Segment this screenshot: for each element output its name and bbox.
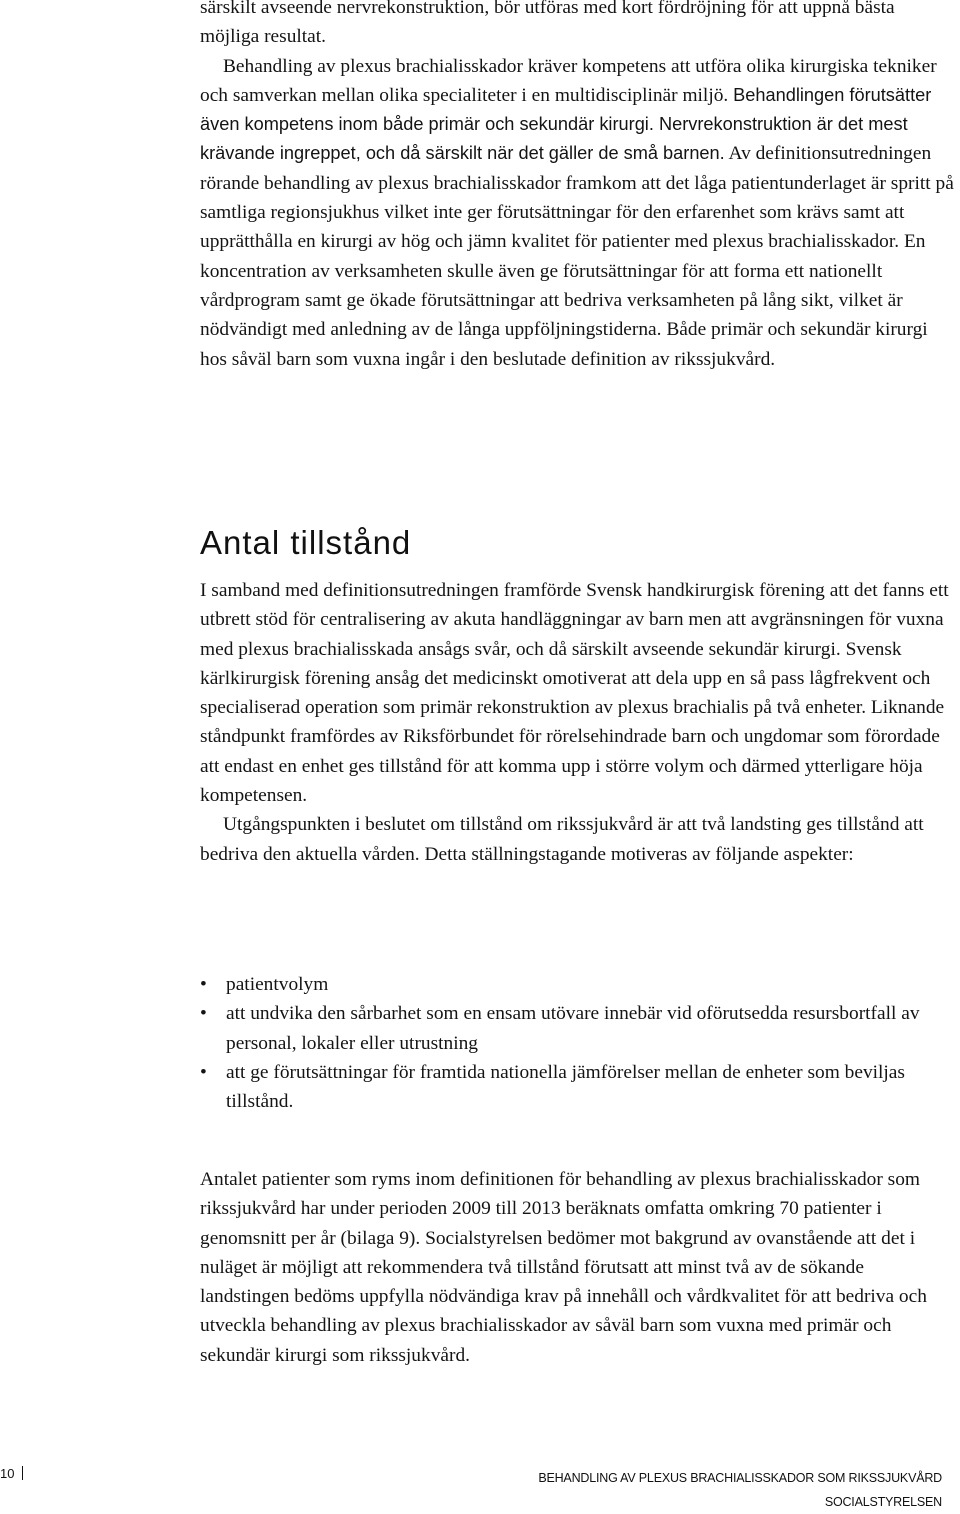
paragraph-sambands: I samband med definitionsutredningen framförde Svensk handkirurgisk förening att det fanns ett utbrett stöd för centralisering av akuta handläggningar av barn men att avgränsningen för vuxna med plexus brachialisskada ansågs svår, och då särskilt avseende sekundär kirurgi. Svensk kärlkirurgisk förening ansåg det medicinskt omotiverat att dela upp en så pass lågfrekvent och specialiserad operation som primär rekonstruktion av plexus brachialis på två enheter. Liknande ståndpunkt framfördes av Riksförbundet för rörelsehindrade barn och ungdomar som förordade att endast en enhet ges tillstånd för att komma upp i större volym och därmed ytterligare höja kompetensen.: [200, 580, 949, 807]
footer-title: BEHANDLING AV PLEXUS BRACHIALISSKADOR SOM RIKSSJUKVÅRD: [538, 1471, 942, 1485]
paragraph-utgangspunkten: Utgångspunkten i beslutet om tillstånd om rikssjukvård är att två landsting ges tillstånd att bedriva den aktuella vården. Detta ställningstagande motiveras av följande aspekter:: [200, 814, 924, 865]
list-item: • patientvolym: [200, 970, 955, 999]
paragraph-continued: särskilt avseende nervrekonstruktion, bör utföras med kort fördröjning för att uppnå bästa möjliga resultat.: [200, 0, 895, 48]
list-item: • att ge förutsättningar för framtida nationella jämförelser mellan de enheter som beviljas tillstånd.: [200, 1058, 955, 1117]
body-text-block-2: [200, 576, 955, 869]
paragraph-competence-sans: Behandlingen förutsätter även kompetens inom både primär och sekundär kirurgi. Nervrekonstruktion är det mest krävande ingreppet, och då särskilt när det gäller de små barnen.: [200, 84, 932, 164]
paragraph-antalet: Antalet patienter som ryms inom definitionen för behandling av plexus brachialisskador som rikssjukvård har under perioden 2009 till 2013 beräknats omfatta omkring 70 patienter i genomsnitt per år (bilaga 9). Socialstyrelsen bedömer mot bakgrund av ovanstående att det i nuläget är möjligt att rekommendera två tillstånd förutsatt att minst två av de sökande landstingen bedöms uppfylla nödvändiga krav på innehåll och vårdkvalitet för att bedriva och utveckla behandling av plexus brachialisskador av såväl barn som vuxna med primär och sekundär kirurgi som rikssjukvård.: [200, 1169, 927, 1366]
body-text-block-3: [200, 1165, 955, 1370]
paragraph-competence: [200, 52, 955, 374]
footer-divider: [22, 1466, 23, 1480]
footer-running-title: [538, 1466, 942, 1514]
paragraph-competence-rest: Av definitionsutredningen rörande behandling av plexus brachialisskador framkom att det låga patientunderlaget är spritt på samtliga regionsjukhus vilket inte ger förutsättningar för den erfarenhet som krävs samt att upprätthålla en kirurgi av hög och jämn kvalitet för patienter med plexus brachialisskador. En koncentration av verksamheten skulle även ge förutsättningar för att forma ett nationellt vårdprogram samt ge ökade förutsättningar att bedriva verksamheten på lång sikt, vilket är nödvändigt med anledning av de långa uppföljningstiderna. Både primär och sekundär kirurgi hos såväl barn som vuxna ingår i den beslutade definition av rikssjukvård.: [200, 143, 954, 370]
footer-org: SOCIALSTYRELSEN: [824, 1495, 942, 1509]
paragraph-competence-serif: Behandling av plexus brachialisskador kräver kompetens att utföra olika kirurgiska tekniker och samverkan mellan olika specialiteter i en multidisciplinär miljö.: [200, 55, 937, 106]
list-item: • att undvika den sårbarhet som en ensam utövare innebär vid oförutsedda resursbortfall av personal, lokaler eller utrustning: [200, 999, 955, 1058]
section-heading: Antal tillstånd: [200, 524, 412, 561]
aspects-list: [200, 970, 955, 1116]
body-text-block-1: [200, 0, 955, 374]
page-number: 10: [0, 1466, 15, 1481]
